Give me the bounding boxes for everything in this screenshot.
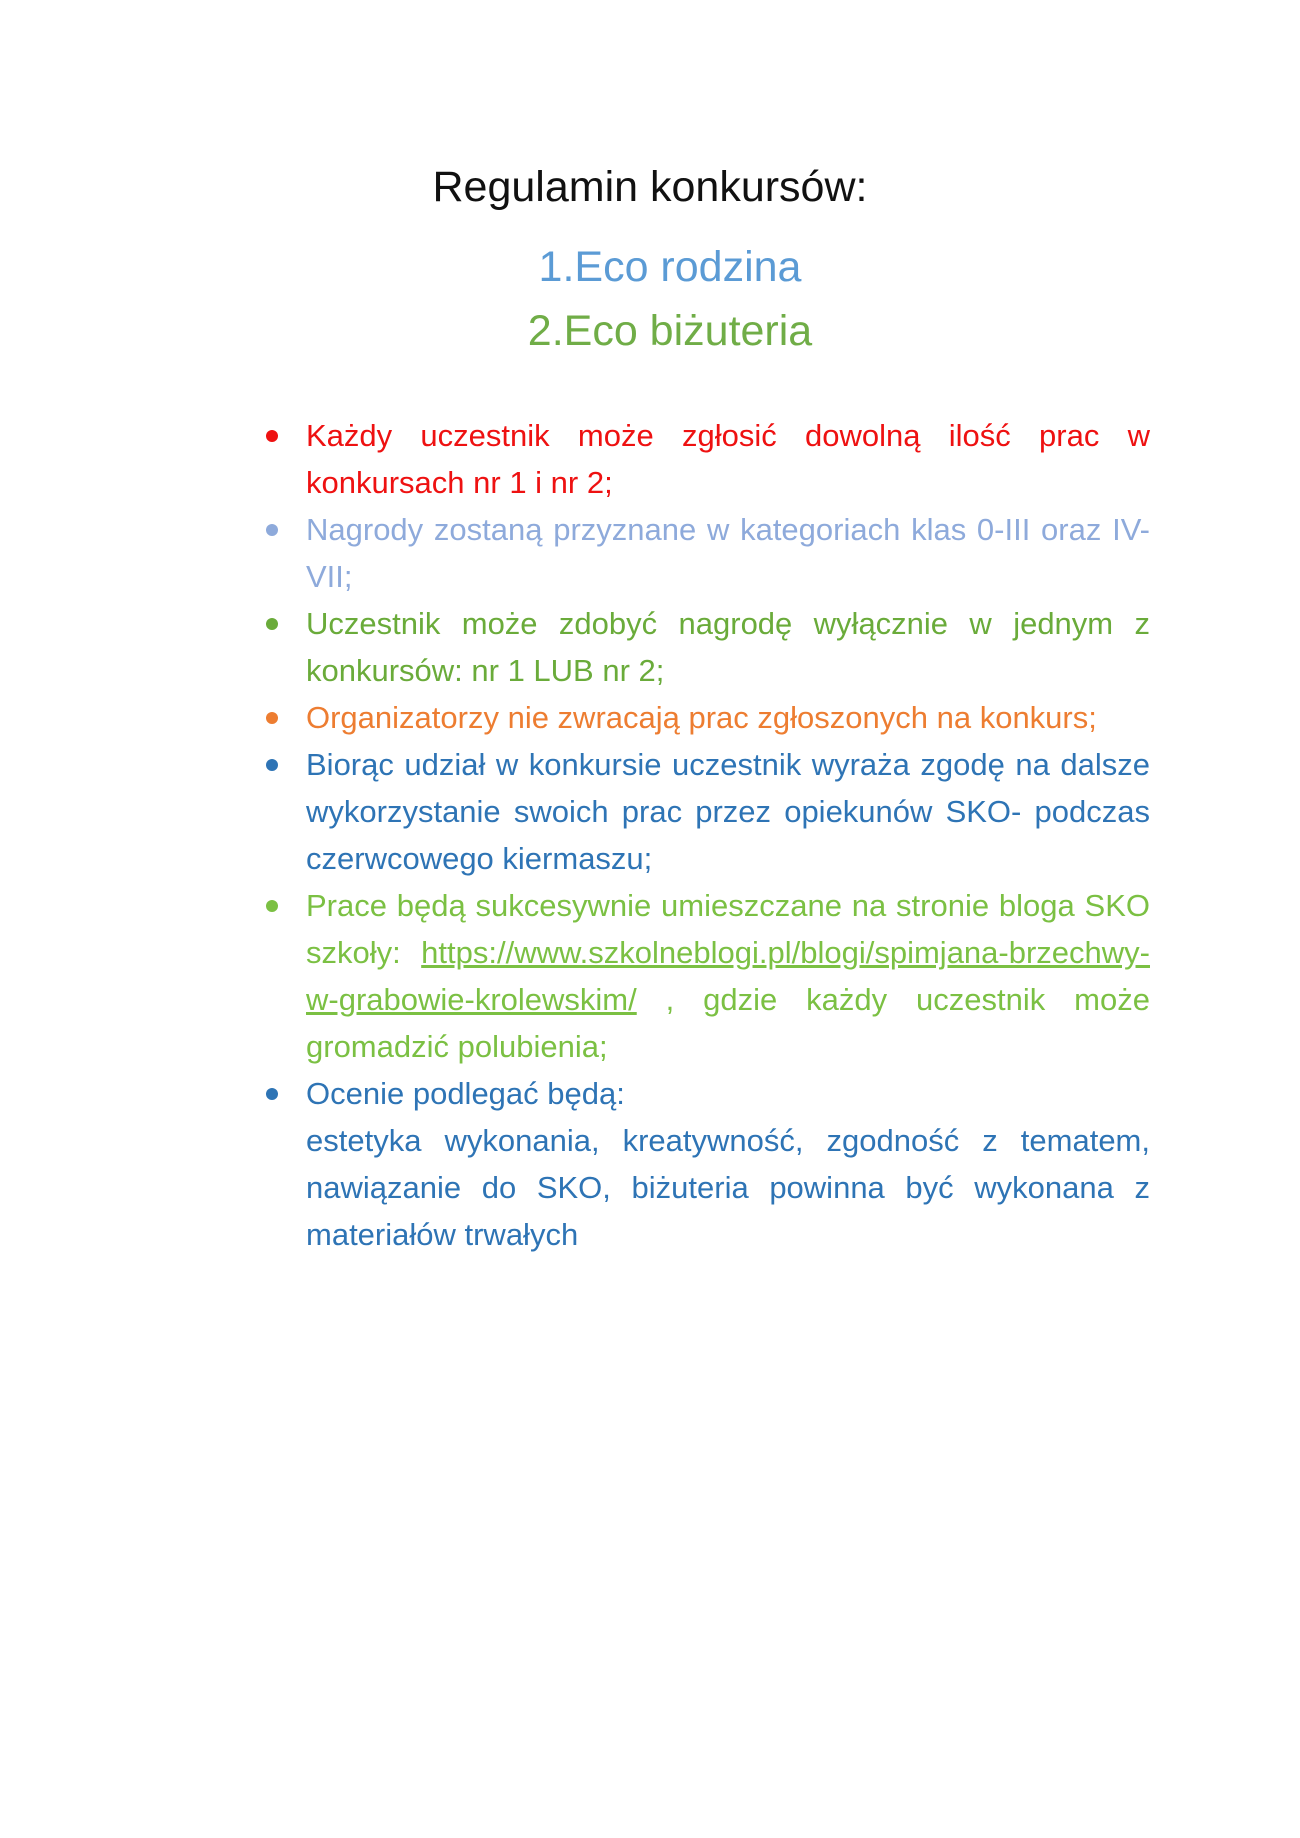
bullet-icon: [266, 900, 278, 912]
rule-item-evaluation: [266, 1070, 1150, 1258]
document-title: Regulamin konkursów:: [432, 163, 868, 211]
rule-item-entries: [266, 412, 1150, 506]
rule-item-categories: [266, 506, 1150, 600]
bullet-icon: [266, 712, 278, 724]
bullet-icon: [266, 524, 278, 536]
rule-item-blog: [266, 882, 1150, 1070]
contest-eco-rodzina: 1.Eco rodzina: [538, 243, 802, 291]
blog-link[interactable]: https://www.szkolneblogi.pl/blogi/spimjana-brzechwy-w-grabowie-krolewskim/: [306, 935, 1150, 1017]
bullet-icon: [266, 759, 278, 771]
rules-list: [266, 412, 1150, 1258]
rule-text: estetyka wykonania, kreatywność, zgodność z tematem, nawiązanie do SKO, biżuteria powinna być wykonana z materiałów trwałych: [306, 1123, 1150, 1252]
rule-item-no-returns: [266, 694, 1150, 741]
bullet-icon: [266, 1088, 278, 1100]
rule-item-single-prize: [266, 600, 1150, 694]
contest-eco-bizuteria: 2.Eco biżuteria: [527, 307, 813, 355]
rule-text-after: , gdzie każdy uczestnik może gromadzić polubienia;: [306, 982, 1150, 1064]
rule-text: Nagrody zostaną przyznane w kategoriach klas 0-III oraz IV-VII;: [306, 512, 1150, 594]
bullet-icon: [266, 618, 278, 630]
rule-text: Uczestnik może zdobyć nagrodę wyłącznie w jednym z konkursów: nr 1 LUB nr 2;: [306, 606, 1150, 688]
rule-heading: Ocenie podlegać będą:: [306, 1076, 625, 1111]
rule-text-before: Prace będą sukcesywnie umieszczane na stronie bloga SKO szkoły:: [306, 888, 1150, 970]
rule-text: Organizatorzy nie zwracają prac zgłoszonych na konkurs;: [306, 700, 1097, 735]
rule-item-consent: [266, 741, 1150, 882]
bullet-icon: [266, 430, 278, 442]
rule-text: Biorąc udział w konkursie uczestnik wyraża zgodę na dalsze wykorzystanie swoich prac przez opiekunów SKO- podczas czerwcowego kiermaszu;: [306, 747, 1150, 876]
rule-text: Każdy uczestnik może zgłosić dowolną ilość prac w konkursach nr 1 i nr 2;: [306, 418, 1150, 500]
